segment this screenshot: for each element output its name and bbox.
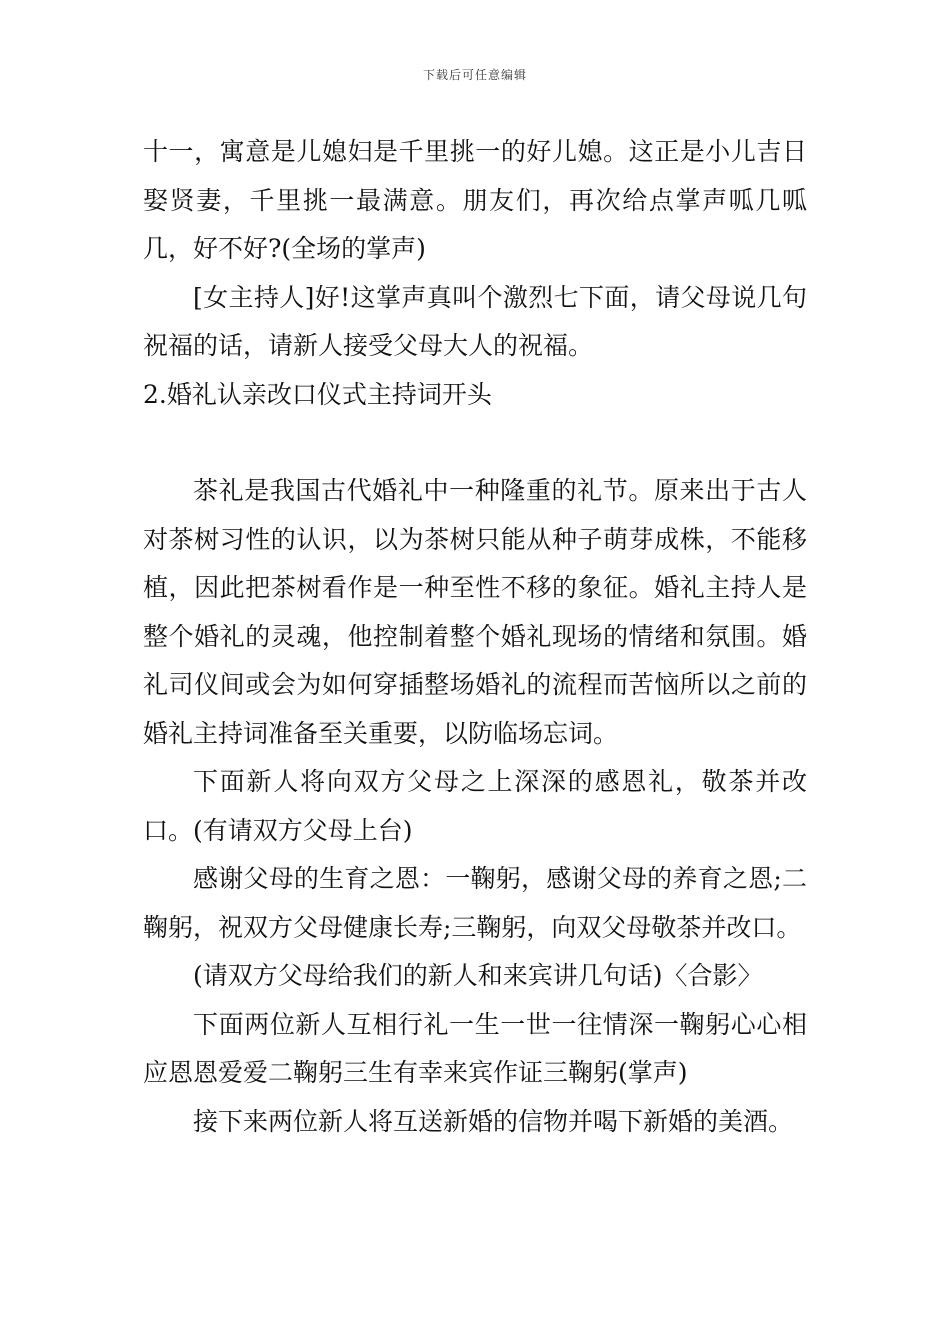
document-body (143, 128, 807, 1146)
paragraph-tea-ceremony: 茶礼是我国古代婚礼中一种隆重的礼节。原来出于古人对茶树习性的认识，以为茶树只能从种子萌芽成株，不能移植，因此把茶树看作是一种至性不移的象征。婚礼主持人是整个婚礼的灵魂，他控制着整个婚礼现场的情绪和氛围。婚礼司仪间或会为如何穿插整场婚礼的流程而苦恼所以之前的婚礼主持词准备至关重要，以防临场忘词。 (143, 476, 807, 748)
paragraph-host-dialogue: [女主持人]好!这掌声真叫个激烈七下面，请父母说几句祝福的话，请新人接受父母大人的祝福。 (143, 282, 807, 360)
paragraph-parents-speech: (请双方父母给我们的新人和来宾讲几句话)〈合影〉 (193, 961, 763, 990)
section-heading: 2.婚礼认亲改口仪式主持词开头 (143, 379, 492, 409)
paragraph-couple-bow: 下面两位新人互相行礼一生一世一往情深一鞠躬心心相应恩恩爱爱二鞠躬三生有幸来宾作证三鞠躬(掌声) (143, 1009, 807, 1087)
page-header-note: 下载后可任意编辑 (422, 68, 527, 82)
paragraph-gratitude-bow: 下面新人将向双方父母之上深深的感恩礼，敬茶并改口。(有请双方父母上台) (143, 767, 807, 845)
paragraph-thanks-parents: 感谢父母的生育之恩：一鞠躬，感谢父母的养育之恩;二鞠躬，祝双方父母健康长寿;三鞠躬，向双父母敬茶并改口。 (143, 864, 807, 942)
paragraph-continuation: 十一，寓意是儿媳妇是千里挑一的好儿媳。这正是小儿吉日娶贤妻，千里挑一最满意。朋友们，再次给点掌声呱几呱几，好不好?(全场的掌声) (143, 137, 807, 263)
paragraph-exchange-tokens: 接下来两位新人将互送新婚的信物并喝下新婚的美酒。 (193, 1106, 794, 1136)
